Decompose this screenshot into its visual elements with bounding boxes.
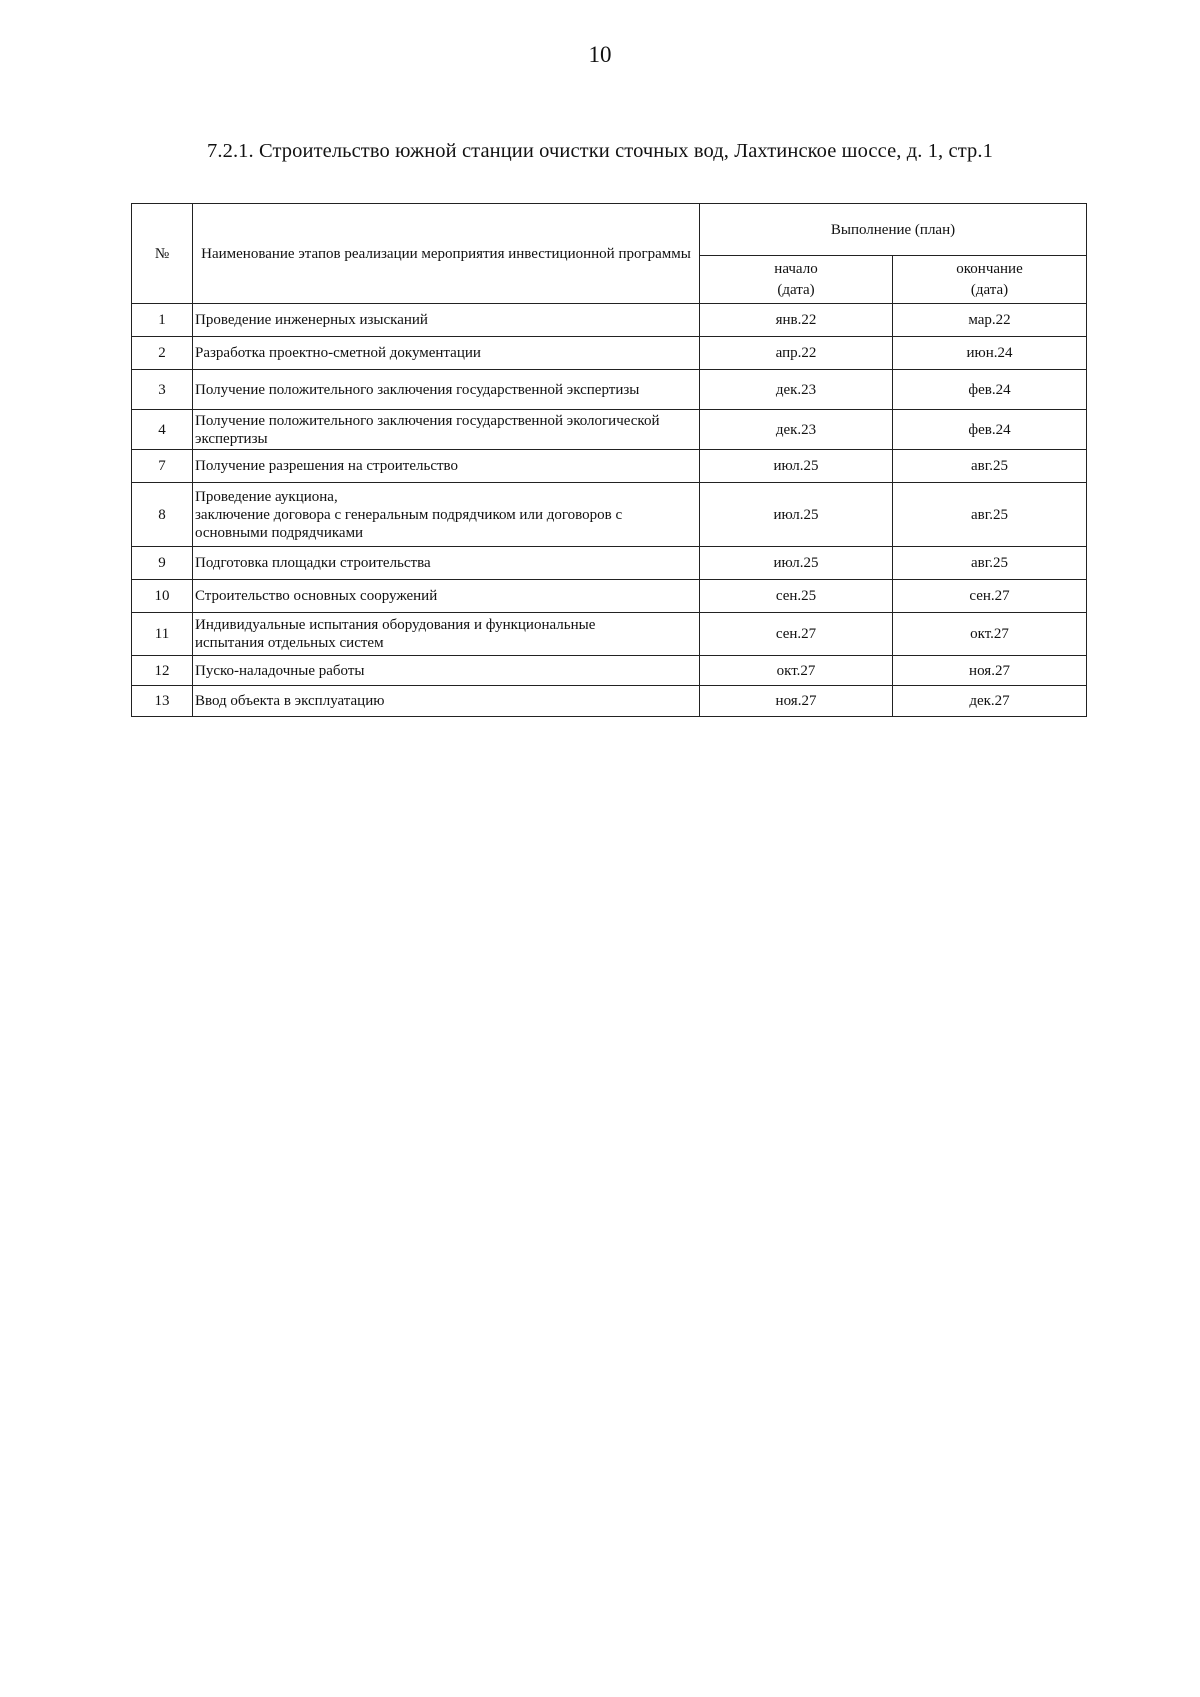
- stage-name-line: Индивидуальные испытания оборудования и функциональные: [195, 617, 596, 633]
- stage-name-line: испытания отдельных систем: [195, 635, 384, 651]
- stage-name: [193, 410, 700, 450]
- stage-name-line: Получение разрешения на строительство: [195, 458, 459, 474]
- header-stage-name: Наименование этапов реализации мероприятия инвестиционной программы: [193, 204, 700, 304]
- end-date: сен.27: [893, 580, 1087, 613]
- stage-name-line: Получение положительного заключения государственной экспертизы: [195, 381, 640, 398]
- stage-name-line: экспертизы: [195, 430, 268, 447]
- stage-name-line: Проведение аукциона,: [195, 488, 338, 505]
- stage-name: [193, 337, 700, 370]
- stage-name-line: Получение положительного заключения государственной экологической: [195, 412, 660, 429]
- stage-name-line: Ввод объекта в эксплуатацию: [195, 693, 385, 709]
- table-row: [132, 410, 1087, 450]
- end-date: фев.24: [893, 370, 1087, 410]
- row-number: 4: [132, 410, 193, 450]
- stage-name-line: Разработка проектно-сметной документации: [195, 345, 481, 361]
- row-number: 2: [132, 337, 193, 370]
- table-header: [132, 204, 1087, 304]
- table-row: [132, 304, 1087, 337]
- stage-name-line: Пуско-наладочные работы: [195, 662, 365, 679]
- stage-name: [193, 580, 700, 613]
- start-date: янв.22: [700, 304, 893, 337]
- end-date: июн.24: [893, 337, 1087, 370]
- start-date: дек.23: [700, 370, 893, 410]
- row-number: 7: [132, 450, 193, 483]
- table-row: [132, 483, 1087, 547]
- header-start-date: [700, 256, 893, 304]
- header-end-label: окончание: [956, 261, 1023, 278]
- row-number: 1: [132, 304, 193, 337]
- end-date: авг.25: [893, 450, 1087, 483]
- end-date: авг.25: [893, 483, 1087, 547]
- table-row: [132, 580, 1087, 613]
- start-date: июл.25: [700, 483, 893, 547]
- stage-name: [193, 483, 700, 547]
- stage-name: [193, 547, 700, 580]
- page-number: 10: [588, 42, 612, 67]
- start-date: сен.25: [700, 580, 893, 613]
- start-date: апр.22: [700, 337, 893, 370]
- stage-name: [193, 450, 700, 483]
- row-number: 11: [132, 613, 193, 656]
- header-start-unit: (дата): [777, 281, 815, 298]
- stage-name: [193, 304, 700, 337]
- row-number: 12: [132, 656, 193, 686]
- stage-name: [193, 613, 700, 656]
- schedule-table: [131, 203, 1087, 717]
- table-body: [132, 304, 1087, 717]
- end-date: окт.27: [893, 613, 1087, 656]
- stage-name: [193, 370, 700, 410]
- row-number: 13: [132, 686, 193, 717]
- table-row: [132, 450, 1087, 483]
- start-date: окт.27: [700, 656, 893, 686]
- table-row: [132, 547, 1087, 580]
- header-number: №: [132, 204, 193, 304]
- end-date: авг.25: [893, 547, 1087, 580]
- stage-name-line: основными подрядчиками: [195, 524, 364, 541]
- header-execution-plan: Выполнение (план): [700, 204, 1087, 256]
- table-row: [132, 337, 1087, 370]
- start-date: сен.27: [700, 613, 893, 656]
- row-number: 8: [132, 483, 193, 547]
- header-start-label: начало: [774, 261, 818, 278]
- start-date: дек.23: [700, 410, 893, 450]
- stage-name-line: Проведение инженерных изысканий: [195, 312, 428, 328]
- table-row: [132, 686, 1087, 717]
- start-date: июл.25: [700, 450, 893, 483]
- row-number: 3: [132, 370, 193, 410]
- stage-name-line: Строительство основных сооружений: [195, 588, 438, 604]
- table-row: [132, 613, 1087, 656]
- row-number: 9: [132, 547, 193, 580]
- end-date: дек.27: [893, 686, 1087, 717]
- stage-name: [193, 656, 700, 686]
- stage-name-line: Подготовка площадки строительства: [195, 555, 431, 571]
- stage-name: [193, 686, 700, 717]
- section-title: 7.2.1. Строительство южной станции очистки сточных вод, Лахтинское шоссе, д. 1, стр.1: [207, 140, 993, 162]
- header-end-date: [893, 256, 1087, 304]
- end-date: фев.24: [893, 410, 1087, 450]
- table-row: [132, 656, 1087, 686]
- header-end-unit: (дата): [970, 281, 1009, 298]
- start-date: июл.25: [700, 547, 893, 580]
- row-number: 10: [132, 580, 193, 613]
- start-date: ноя.27: [700, 686, 893, 717]
- end-date: ноя.27: [893, 656, 1087, 686]
- stage-name-line: заключение договора с генеральным подрядчиком или договоров с: [195, 506, 623, 523]
- table-row: [132, 370, 1087, 410]
- end-date: мар.22: [893, 304, 1087, 337]
